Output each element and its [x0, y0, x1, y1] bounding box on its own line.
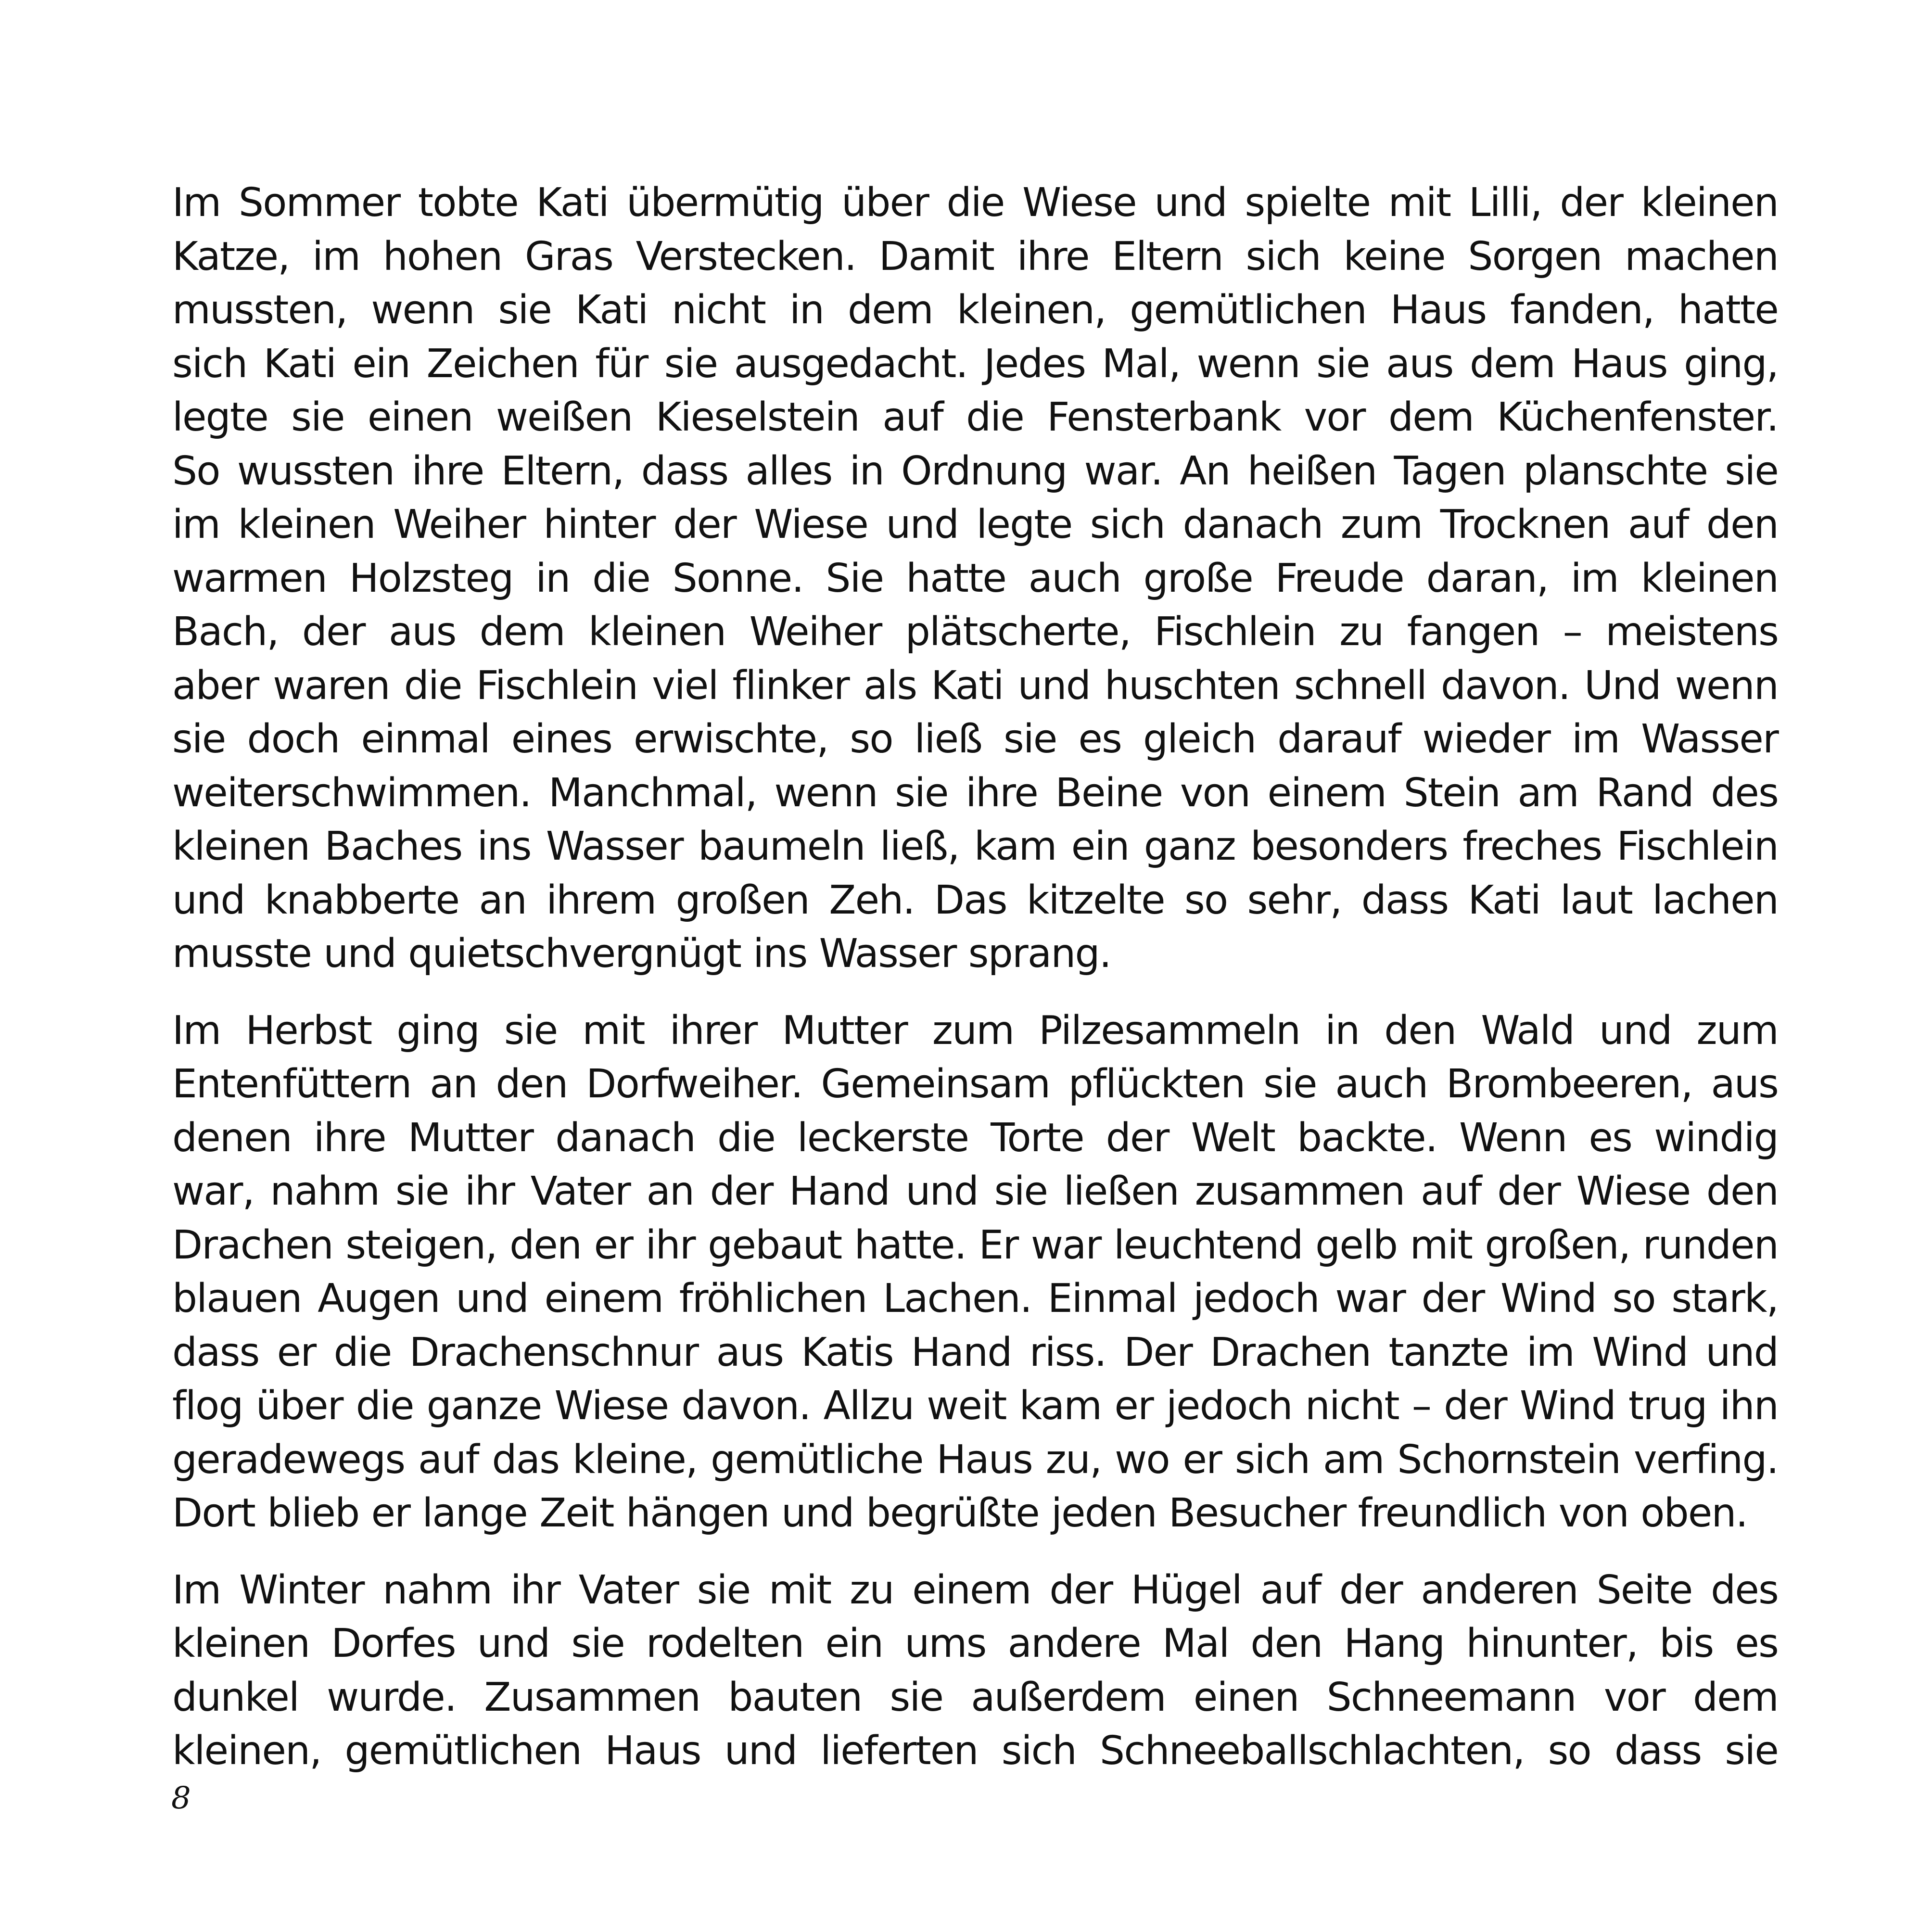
text-line: sich Kati ein Zeichen für sie ausgedacht. Jedes Mal, wenn sie aus dem Haus ging, — [172, 341, 1778, 387]
paragraph-summer — [172, 176, 1778, 981]
text-line: war, nahm sie ihr Vater an der Hand und sie ließen zusammen auf der Wiese den — [172, 1169, 1778, 1214]
text-line: Bach, der aus dem kleinen Weiher plätscherte, Fischlein zu fangen – meistens — [172, 609, 1778, 655]
text-line: mussten, wenn sie Kati nicht in dem kleinen, gemütlichen Haus fanden, hatte — [172, 287, 1778, 333]
text-line: blauen Augen und einem fröhlichen Lachen. Einmal jedoch war der Wind so stark, — [172, 1276, 1778, 1322]
text-line: flog über die ganze Wiese davon. Allzu weit kam er jedoch nicht – der Wind trug ihn — [172, 1383, 1778, 1429]
text-line: warmen Holzsteg in die Sonne. Sie hatte auch große Freude daran, im kleinen — [172, 555, 1778, 601]
paragraph-winter — [172, 1563, 1778, 1778]
text-line: Dort blieb er lange Zeit hängen und begrüßte jeden Besucher freundlich von oben. — [172, 1490, 1747, 1536]
text-line: dass er die Drachenschnur aus Katis Hand riss. Der Drachen tanzte im Wind und — [172, 1329, 1778, 1375]
text-line: Im Winter nahm ihr Vater sie mit zu einem der Hügel auf der anderen Seite des — [172, 1567, 1778, 1613]
text-line: kleinen Dorfes und sie rodelten ein ums andere Mal den Hang hinunter, bis es — [172, 1621, 1778, 1666]
text-line: Im Sommer tobte Kati übermütig über die Wiese und spielte mit Lilli, der kleinen — [172, 180, 1778, 226]
paragraph-autumn — [172, 1004, 1778, 1540]
text-line: aber waren die Fischlein viel flinker als Kati und huschten schnell davon. Und wenn — [172, 662, 1778, 709]
text-line: legte sie einen weißen Kieselstein auf die Fensterbank vor dem Küchenfenster. — [172, 394, 1778, 440]
text-line: Entenfüttern an den Dorfweiher. Gemeinsam pflückten sie auch Brombeeren, aus — [172, 1061, 1778, 1107]
text-line: geradewegs auf das kleine, gemütliche Haus zu, wo er sich am Schornstein verfing. — [172, 1436, 1778, 1483]
text-line: weiterschwimmen. Manchmal, wenn sie ihre Beine von einem Stein am Rand des — [172, 770, 1778, 816]
text-line: Katze, im hohen Gras Verstecken. Damit ihre Eltern sich keine Sorgen machen — [172, 233, 1778, 280]
text-line: sie doch einmal eines erwischte, so ließ sie es gleich darauf wieder im Wasser — [172, 716, 1778, 762]
text-line: denen ihre Mutter danach die leckerste Torte der Welt backte. Wenn es windig — [172, 1115, 1778, 1161]
text-line: dunkel wurde. Zusammen bauten sie außerdem einen Schneemann vor dem — [172, 1674, 1778, 1720]
text-line: So wussten ihre Eltern, dass alles in Ordnung war. An heißen Tagen planschte sie — [172, 448, 1778, 494]
text-line: musste und quietschvergnügt ins Wasser sprang. — [172, 931, 1111, 977]
text-line: und knabberte an ihrem großen Zeh. Das kitzelte so sehr, dass Kati laut lachen — [172, 877, 1778, 923]
text-line: Im Herbst ging sie mit ihrer Mutter zum Pilzesammeln in den Wald und zum — [172, 1007, 1778, 1054]
text-line: kleinen Baches ins Wasser baumeln ließ, kam ein ganz besonders freches Fischlein — [172, 824, 1778, 869]
story-text — [172, 176, 1778, 1778]
page-number: 8 — [171, 1780, 191, 1816]
text-line: im kleinen Weiher hinter der Wiese und legte sich danach zum Trocknen auf den — [172, 502, 1778, 547]
text-line: Drachen steigen, den er ihr gebaut hatte. Er war leuchtend gelb mit großen, runden — [172, 1222, 1778, 1268]
text-line: kleinen, gemütlichen Haus und lieferten sich Schneeballschlachten, so dass sie — [172, 1728, 1778, 1774]
